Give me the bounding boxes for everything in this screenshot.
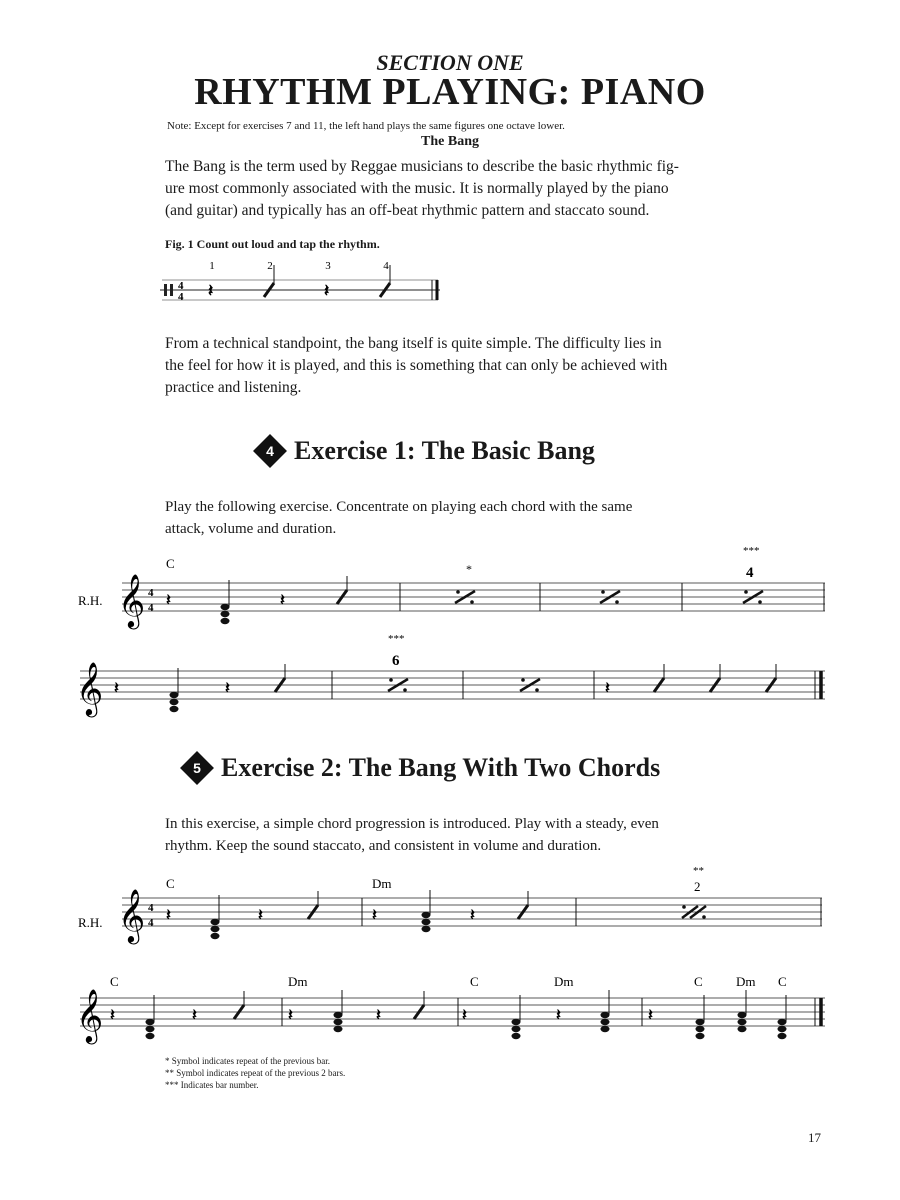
chord-symbol: C [110, 974, 119, 989]
note-text: Note: Except for exercises 7 and 11, the left hand plays the same figures one octave lower. [167, 120, 565, 132]
chord-symbol: Dm [554, 974, 574, 989]
exercise2-staff-line2 [70, 962, 830, 1052]
count-label: 2 [267, 260, 273, 272]
repeat-marker: * [466, 562, 472, 576]
exercise1-staff-line2 [70, 628, 830, 718]
treble-clef-icon: 𝄞 [76, 990, 104, 1041]
time-sig-bottom: 4 [148, 917, 154, 929]
exercise2-title: Exercise 2: The Bang With Two Chords [221, 753, 661, 782]
quarter-rest-icon: 𝄽 [605, 680, 610, 697]
treble-clef-icon: 𝄞 [76, 663, 104, 714]
chord-symbol: Dm [736, 974, 756, 989]
paragraph-line: (and guitar) and typically has an off-beat rhythmic pattern and staccato sound. [165, 202, 650, 219]
note-head [696, 1019, 705, 1025]
quarter-rest-icon: 𝄽 [280, 592, 285, 609]
hand-label: R.H. [78, 593, 103, 608]
page-title: RHYTHM PLAYING: PIANO [194, 71, 706, 113]
quarter-rest-icon: 𝄽 [166, 592, 171, 609]
bar-number-marker: *** [388, 633, 405, 645]
exercise2-heading [185, 753, 660, 783]
quarter-rest-icon: 𝄽 [225, 680, 230, 697]
exercise2-instructions [165, 813, 750, 857]
note-head [512, 1026, 521, 1032]
chord-symbol: Dm [372, 876, 392, 891]
exercise1-staff-line1 [70, 540, 830, 630]
note-head [512, 1033, 521, 1039]
note-head [170, 692, 179, 698]
note-head [422, 926, 431, 932]
note-head [512, 1019, 521, 1025]
paragraph-line: the feel for how it is played, and this is something that can only be achieved with [165, 357, 668, 374]
note-head [221, 618, 230, 624]
repeat-dot [456, 590, 460, 594]
quarter-rest-icon: 𝄽 [556, 1007, 561, 1024]
note-head [778, 1019, 787, 1025]
note-head [696, 1033, 705, 1039]
footnote-item: ** Symbol indicates repeat of the previous 2 bars. [165, 1068, 346, 1078]
repeat-dot [601, 590, 605, 594]
quarter-rest-icon: 𝄽 [470, 907, 475, 924]
note-head [738, 1012, 747, 1018]
note-head [211, 933, 220, 939]
treble-clef-icon: 𝄞 [118, 575, 146, 626]
note-head [211, 919, 220, 925]
note-head [601, 1019, 610, 1025]
time-sig-top: 4 [148, 902, 154, 914]
page-number: 17 [808, 1130, 821, 1145]
paragraph-line: From a technical standpoint, the bang itself is quite simple. The difficulty lies in [165, 335, 662, 352]
repeat-dot [535, 688, 539, 692]
paragraph-line: In this exercise, a simple chord progression is introduced. Play with a steady, even [165, 816, 659, 832]
fig1-rhythm-staff [160, 255, 450, 310]
note-head [146, 1026, 155, 1032]
note-head [334, 1019, 343, 1025]
time-sig-top: 4 [178, 280, 184, 292]
technical-paragraph [165, 333, 750, 399]
note-head [146, 1033, 155, 1039]
chord-symbol: C [778, 974, 787, 989]
quarter-rest-icon: 𝄽 [462, 1007, 467, 1024]
note-head [334, 1012, 343, 1018]
chord-symbol: C [694, 974, 703, 989]
section-label: SECTION ONE [376, 50, 524, 75]
note-head [696, 1026, 705, 1032]
bang-heading: The Bang [421, 134, 479, 149]
quarter-rest-icon: 𝄽 [372, 907, 377, 924]
chord-symbol: C [470, 974, 479, 989]
chord-symbol: C [166, 556, 175, 571]
note-head [170, 699, 179, 705]
quarter-rest-icon: 𝄽 [648, 1007, 653, 1024]
repeat-dot [521, 678, 525, 682]
note-head [221, 604, 230, 610]
exercise1-title: Exercise 1: The Basic Bang [294, 436, 595, 465]
note-head [601, 1012, 610, 1018]
percussion-clef-icon [164, 284, 167, 296]
note-head [778, 1026, 787, 1032]
repeat2-number: 2 [694, 879, 701, 894]
count-label: 1 [209, 260, 215, 272]
quarter-rest-icon: 𝄽 [192, 1007, 197, 1024]
footnote-item: * Symbol indicates repeat of the previous bar. [165, 1056, 330, 1066]
repeat-dot [702, 915, 706, 919]
time-sig-top: 4 [148, 587, 154, 599]
note-head [422, 919, 431, 925]
chord-symbol: Dm [288, 974, 308, 989]
repeat-dot [744, 590, 748, 594]
quarter-rest-icon: 𝄽 [110, 1007, 115, 1024]
footnotes [165, 1055, 345, 1091]
quarter-rest-icon: 𝄽 [166, 907, 171, 924]
chord-symbol: C [166, 876, 175, 891]
repeat-dot [682, 905, 686, 909]
paragraph-line: rhythm. Keep the sound staccato, and consistent in volume and duration. [165, 838, 602, 854]
quarter-rest-icon: 𝄽 [114, 680, 119, 697]
quarter-rest-icon: 𝄽 [288, 1007, 293, 1024]
note-head [778, 1033, 787, 1039]
bar-number-marker: *** [743, 545, 760, 557]
quarter-rest-icon: 𝄽 [376, 1007, 381, 1024]
paragraph-line: ure most commonly associated with the music. It is normally played by the piano [165, 180, 669, 197]
track-number-badge: 5 [180, 751, 214, 785]
repeat-dot [758, 600, 762, 604]
fig1-caption: Fig. 1 Count out loud and tap the rhythm. [165, 237, 380, 251]
percussion-clef-icon [170, 284, 173, 296]
footnote-item: *** Indicates bar number. [165, 1080, 259, 1090]
hand-label: R.H. [78, 915, 103, 930]
repeat-dot [389, 678, 393, 682]
paragraph-line: practice and listening. [165, 379, 302, 396]
note-head [422, 912, 431, 918]
note-head [738, 1026, 747, 1032]
repeat-dot [403, 688, 407, 692]
note-head [738, 1019, 747, 1025]
quarter-rest-icon: 𝄽 [258, 907, 263, 924]
repeat2-marker: ** [693, 865, 704, 877]
treble-clef-icon: 𝄞 [118, 890, 146, 941]
quarter-rest-icon: 𝄽 [324, 281, 330, 300]
bang-paragraph [165, 156, 750, 222]
quarter-rest-icon: 𝄽 [208, 281, 214, 300]
note-head [334, 1026, 343, 1032]
exercise1-heading [258, 436, 595, 466]
exercise1-instructions [165, 496, 750, 540]
bar-number: 4 [746, 565, 754, 581]
note-head [170, 706, 179, 712]
paragraph-line: The Bang is the term used by Reggae musicians to describe the basic rhythmic fig- [165, 158, 679, 175]
repeat-dot [615, 600, 619, 604]
paragraph-line: attack, volume and duration. [165, 521, 337, 537]
paragraph-line: Play the following exercise. Concentrate on playing each chord with the same [165, 499, 633, 515]
bar-number: 6 [392, 653, 400, 669]
time-sig-bottom: 4 [178, 291, 184, 303]
note-head [146, 1019, 155, 1025]
track-number-badge: 4 [253, 434, 287, 468]
repeat-dot [470, 600, 474, 604]
exercise2-staff-line1 [70, 862, 830, 952]
count-label: 4 [383, 260, 389, 272]
note-head [601, 1026, 610, 1032]
note-head [221, 611, 230, 617]
note-head [211, 926, 220, 932]
time-sig-bottom: 4 [148, 602, 154, 614]
count-label: 3 [325, 260, 331, 272]
